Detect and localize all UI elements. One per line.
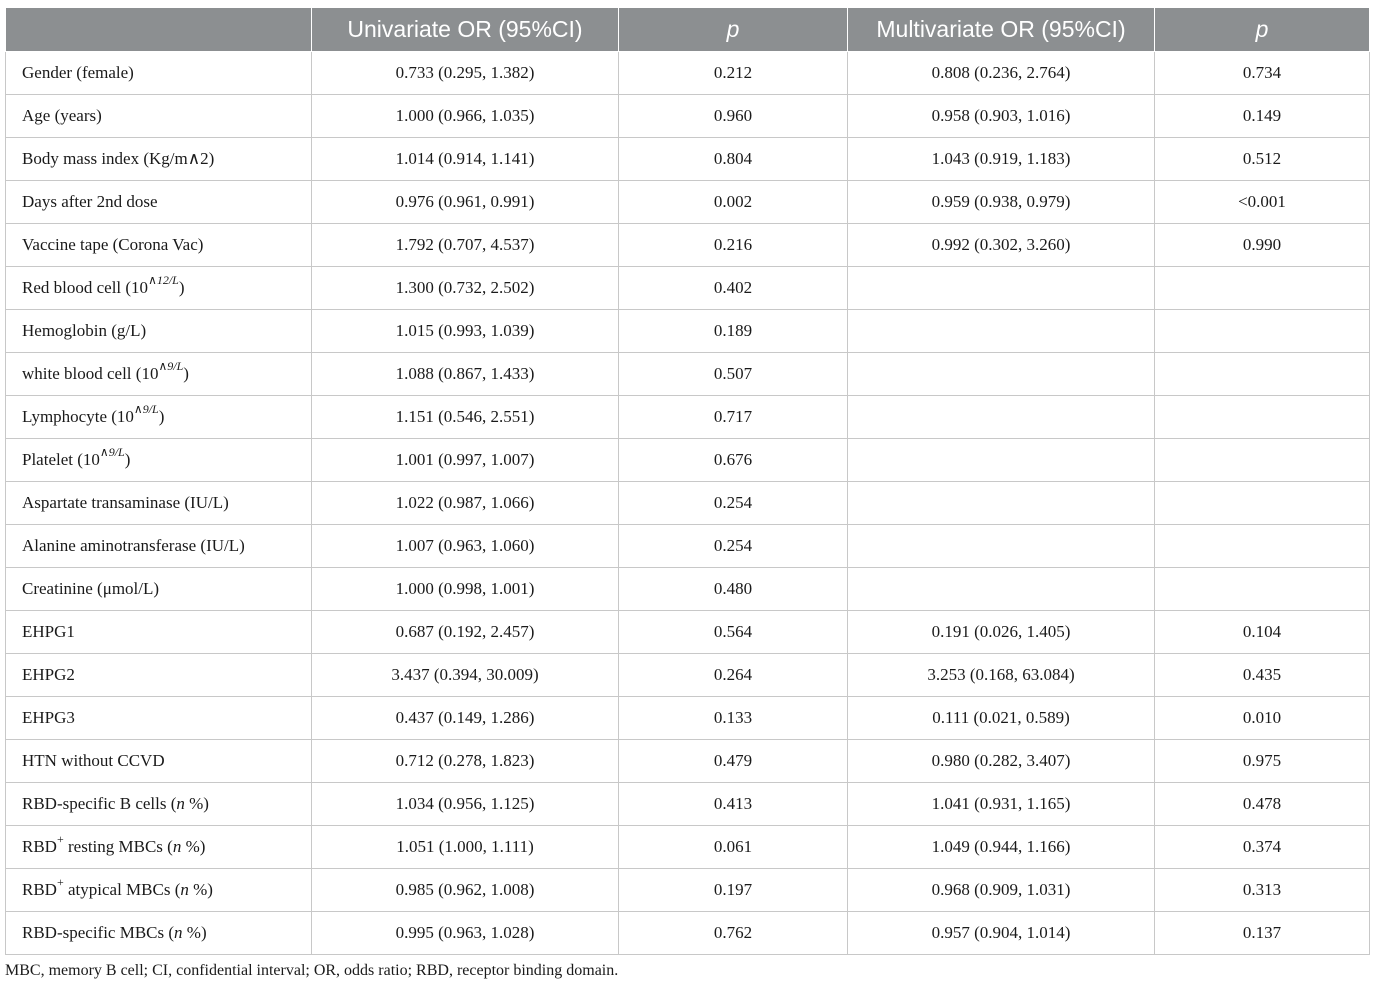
multivariate-p-cell (1155, 267, 1370, 310)
multivariate-p-cell: 0.435 (1155, 654, 1370, 697)
multivariate-or-cell (848, 482, 1155, 525)
multivariate-p-cell: 0.734 (1155, 52, 1370, 95)
multivariate-or-cell: 0.957 (0.904, 1.014) (848, 912, 1155, 955)
row-variable-label: Creatinine (μmol/L) (6, 568, 312, 611)
multivariate-or-cell: 0.958 (0.903, 1.016) (848, 95, 1155, 138)
multivariate-or-cell: 3.253 (0.168, 63.084) (848, 654, 1155, 697)
univariate-or-cell: 3.437 (0.394, 30.009) (312, 654, 619, 697)
table-row (6, 869, 1370, 912)
table-row (6, 912, 1370, 955)
univariate-p-cell: 0.254 (619, 525, 848, 568)
univariate-p-cell: 0.402 (619, 267, 848, 310)
label-text: RBD (22, 837, 57, 856)
row-variable-label: Alanine aminotransferase (IU/L) (6, 525, 312, 568)
table-row (6, 267, 1370, 310)
header-univariate-p: p (619, 8, 848, 52)
table-header (6, 8, 1370, 52)
label-italic: n (172, 837, 182, 856)
multivariate-p-cell: 0.990 (1155, 224, 1370, 267)
multivariate-or-cell: 1.041 (0.931, 1.165) (848, 783, 1155, 826)
label-italic: n (180, 880, 189, 899)
row-variable-label (6, 869, 312, 912)
univariate-p-cell: 0.479 (619, 740, 848, 783)
row-variable-label: EHPG3 (6, 697, 312, 740)
multivariate-or-cell: 0.191 (0.026, 1.405) (848, 611, 1155, 654)
table-row (6, 310, 1370, 353)
multivariate-p-cell: 0.313 (1155, 869, 1370, 912)
table-row (6, 224, 1370, 267)
multivariate-p-cell: 0.137 (1155, 912, 1370, 955)
multivariate-or-cell: 0.111 (0.021, 0.589) (848, 697, 1155, 740)
label-italic: n (174, 923, 183, 942)
univariate-or-cell: 1.792 (0.707, 4.537) (312, 224, 619, 267)
table-row (6, 138, 1370, 181)
row-variable-label (6, 783, 312, 826)
univariate-p-cell: 0.254 (619, 482, 848, 525)
label-text: %) (188, 880, 213, 899)
row-variable-label: Hemoglobin (g/L) (6, 310, 312, 353)
univariate-or-cell: 1.001 (0.997, 1.007) (312, 439, 619, 482)
multivariate-or-cell (848, 310, 1155, 353)
multivariate-or-cell: 0.808 (0.236, 2.764) (848, 52, 1155, 95)
univariate-p-cell: 0.507 (619, 353, 848, 396)
univariate-or-cell: 1.014 (0.914, 1.141) (312, 138, 619, 181)
multivariate-or-cell (848, 568, 1155, 611)
label-text: resting MBCs ( (63, 837, 173, 856)
table-row (6, 654, 1370, 697)
table-row (6, 740, 1370, 783)
multivariate-p-cell: 0.512 (1155, 138, 1370, 181)
multivariate-p-cell (1155, 396, 1370, 439)
univariate-p-cell: 0.564 (619, 611, 848, 654)
univariate-p-cell: 0.002 (619, 181, 848, 224)
label-text: Red blood cell (10 (22, 278, 149, 297)
univariate-or-cell: 0.976 (0.961, 0.991) (312, 181, 619, 224)
univariate-or-cell: 1.000 (0.966, 1.035) (312, 95, 619, 138)
univariate-or-cell: 1.022 (0.987, 1.066) (312, 482, 619, 525)
row-variable-label: Age (years) (6, 95, 312, 138)
multivariate-p-cell: 0.478 (1155, 783, 1370, 826)
header-variable (6, 8, 312, 52)
univariate-p-cell: 0.717 (619, 396, 848, 439)
regression-table (5, 7, 1370, 955)
multivariate-p-cell (1155, 439, 1370, 482)
multivariate-or-cell (848, 353, 1155, 396)
multivariate-or-cell (848, 525, 1155, 568)
table-row (6, 95, 1370, 138)
multivariate-or-cell: 0.968 (0.909, 1.031) (848, 869, 1155, 912)
univariate-p-cell: 0.413 (619, 783, 848, 826)
row-variable-label (6, 912, 312, 955)
label-text: Platelet (10 (22, 450, 100, 469)
row-variable-label (6, 353, 312, 396)
multivariate-or-cell: 1.043 (0.919, 1.183) (848, 138, 1155, 181)
table-row (6, 697, 1370, 740)
univariate-p-cell: 0.197 (619, 869, 848, 912)
row-variable-label: Aspartate transaminase (IU/L) (6, 482, 312, 525)
univariate-or-cell: 0.687 (0.192, 2.457) (312, 611, 619, 654)
multivariate-or-cell (848, 267, 1155, 310)
univariate-or-cell: 1.300 (0.732, 2.502) (312, 267, 619, 310)
multivariate-or-cell: 0.980 (0.282, 3.407) (848, 740, 1155, 783)
label-text: Lymphocyte (10 (22, 407, 134, 426)
univariate-p-cell: 0.960 (619, 95, 848, 138)
table-row (6, 181, 1370, 224)
univariate-or-cell: 1.000 (0.998, 1.001) (312, 568, 619, 611)
label-text: white blood cell (10 (22, 364, 159, 383)
univariate-p-cell: 0.804 (619, 138, 848, 181)
univariate-or-cell: 1.088 (0.867, 1.433) (312, 353, 619, 396)
label-superscript: ∧9/L (133, 402, 159, 417)
label-superscript: + (56, 832, 64, 847)
row-variable-label (6, 439, 312, 482)
label-text: RBD-specific B cells ( (22, 794, 177, 813)
label-superscript: ∧9/L (99, 445, 125, 460)
row-variable-label: Vaccine tape (Corona Vac) (6, 224, 312, 267)
label-text: ) (158, 407, 165, 426)
label-text: ) (178, 278, 185, 297)
multivariate-p-cell: 0.149 (1155, 95, 1370, 138)
table-row (6, 826, 1370, 869)
univariate-p-cell: 0.133 (619, 697, 848, 740)
label-text: %) (184, 794, 209, 813)
univariate-p-cell: 0.762 (619, 912, 848, 955)
univariate-p-cell: 0.189 (619, 310, 848, 353)
row-variable-label: Body mass index (Kg/m∧2) (6, 138, 312, 181)
label-text: RBD (22, 880, 57, 899)
univariate-or-cell: 1.015 (0.993, 1.039) (312, 310, 619, 353)
multivariate-p-cell: <0.001 (1155, 181, 1370, 224)
label-superscript: + (56, 875, 64, 890)
univariate-or-cell: 0.712 (0.278, 1.823) (312, 740, 619, 783)
row-variable-label: Days after 2nd dose (6, 181, 312, 224)
multivariate-or-cell (848, 396, 1155, 439)
multivariate-p-cell (1155, 310, 1370, 353)
table-row (6, 396, 1370, 439)
univariate-or-cell: 1.034 (0.956, 1.125) (312, 783, 619, 826)
table-footnote: MBC, memory B cell; CI, confidential interval; OR, odds ratio; RBD, receptor binding domain. (5, 962, 619, 979)
label-text: %) (181, 837, 206, 856)
multivariate-or-cell: 0.992 (0.302, 3.260) (848, 224, 1155, 267)
table-row (6, 783, 1370, 826)
univariate-p-cell: 0.216 (619, 224, 848, 267)
multivariate-p-cell: 0.010 (1155, 697, 1370, 740)
univariate-or-cell: 1.051 (1.000, 1.111) (312, 826, 619, 869)
header-row (6, 8, 1370, 52)
label-text: %) (182, 923, 207, 942)
label-text: ) (183, 364, 189, 383)
multivariate-or-cell: 1.049 (0.944, 1.166) (848, 826, 1155, 869)
univariate-or-cell: 1.007 (0.963, 1.060) (312, 525, 619, 568)
multivariate-p-cell (1155, 568, 1370, 611)
table-row (6, 525, 1370, 568)
table-row (6, 611, 1370, 654)
multivariate-or-cell: 0.959 (0.938, 0.979) (848, 181, 1155, 224)
header-multivariate-p: p (1155, 8, 1370, 52)
row-variable-label: Gender (female) (6, 52, 312, 95)
label-italic: n (176, 794, 185, 813)
multivariate-p-cell (1155, 482, 1370, 525)
label-text: ) (124, 450, 131, 469)
row-variable-label: HTN without CCVD (6, 740, 312, 783)
row-variable-label (6, 267, 312, 310)
table-row (6, 52, 1370, 95)
multivariate-p-cell (1155, 353, 1370, 396)
label-superscript: ∧12/L (148, 273, 179, 288)
multivariate-p-cell: 0.975 (1155, 740, 1370, 783)
univariate-or-cell: 1.151 (0.546, 2.551) (312, 396, 619, 439)
univariate-p-cell: 0.212 (619, 52, 848, 95)
table-row (6, 568, 1370, 611)
row-variable-label: EHPG2 (6, 654, 312, 697)
table-row (6, 482, 1370, 525)
multivariate-p-cell: 0.104 (1155, 611, 1370, 654)
multivariate-or-cell (848, 439, 1155, 482)
univariate-or-cell: 0.733 (0.295, 1.382) (312, 52, 619, 95)
row-variable-label (6, 826, 312, 869)
univariate-or-cell: 0.985 (0.962, 1.008) (312, 869, 619, 912)
table-row (6, 353, 1370, 396)
multivariate-p-cell (1155, 525, 1370, 568)
univariate-p-cell: 0.676 (619, 439, 848, 482)
univariate-p-cell: 0.264 (619, 654, 848, 697)
label-text: atypical MBCs ( (63, 880, 181, 899)
univariate-or-cell: 0.995 (0.963, 1.028) (312, 912, 619, 955)
univariate-p-cell: 0.061 (619, 826, 848, 869)
table-body (6, 52, 1370, 955)
row-variable-label (6, 396, 312, 439)
header-multivariate-or: Multivariate OR (95%CI) (848, 8, 1155, 52)
label-superscript: ∧9/L (158, 359, 184, 374)
row-variable-label: EHPG1 (6, 611, 312, 654)
table-row (6, 439, 1370, 482)
header-univariate-or: Univariate OR (95%CI) (312, 8, 619, 52)
label-text: RBD-specific MBCs ( (22, 923, 175, 942)
multivariate-p-cell: 0.374 (1155, 826, 1370, 869)
univariate-or-cell: 0.437 (0.149, 1.286) (312, 697, 619, 740)
univariate-p-cell: 0.480 (619, 568, 848, 611)
